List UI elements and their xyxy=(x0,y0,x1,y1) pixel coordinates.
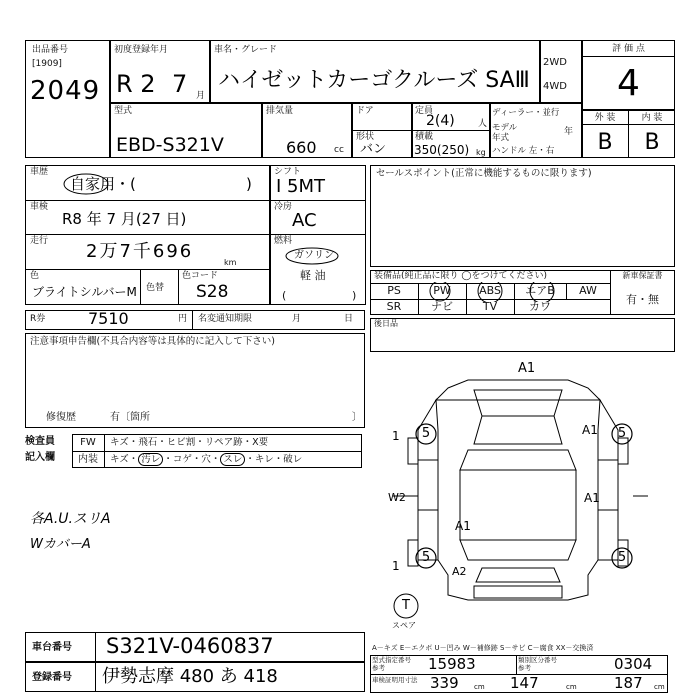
color-value: ブライトシルバーM xyxy=(32,285,137,299)
shift-line xyxy=(270,200,366,201)
color-code-value: S28 xyxy=(196,282,229,302)
width-value: 147 xyxy=(510,674,539,692)
frame-value: S321V-0460837 xyxy=(106,634,274,658)
equip-sr: SR xyxy=(386,300,402,313)
ac-label: 冷房 xyxy=(274,202,293,212)
mark-right-front-circle: 5 xyxy=(617,426,627,441)
color-label: 色 xyxy=(30,271,40,281)
seat-label: 定員 xyxy=(415,106,434,116)
inspection-line xyxy=(25,234,270,235)
handle-label: ハンドル 左・右 xyxy=(492,146,555,156)
drive-2wd: 2WD xyxy=(543,57,567,68)
int-score: B xyxy=(644,130,660,155)
door-label: ドア xyxy=(356,106,374,116)
seat-divider xyxy=(412,130,490,131)
color-tone-label: 色替 xyxy=(146,283,165,293)
name-label: 車名・グレード xyxy=(214,45,278,55)
mark-left-front-circle: 5 xyxy=(421,426,431,441)
tax-month: 月 xyxy=(292,314,302,324)
lot-label: 出品番号 xyxy=(32,45,69,55)
ref-label2: 参考 xyxy=(518,664,531,672)
inspector-label1: 検査員 xyxy=(25,436,55,447)
int-items-wear: スレ xyxy=(220,453,245,466)
disp-unit: cc xyxy=(334,145,344,155)
mark-left-front-num: 1 xyxy=(392,429,400,443)
equip-aw: AW xyxy=(579,284,597,297)
inspector-label2: 記入欄 xyxy=(25,452,55,463)
tax-label: 名変通知期限 xyxy=(198,314,253,324)
plate-value: 伊勢志摩 480 あ 418 xyxy=(102,666,278,687)
ac-value: AC xyxy=(292,210,317,231)
warranty-value: 有・無 xyxy=(626,293,659,306)
seat-value: 2(4) xyxy=(426,113,455,129)
inspector-mid xyxy=(72,451,362,452)
int-label-ins: 内装 xyxy=(78,454,98,465)
score-divider xyxy=(582,56,675,57)
reg-era: R 2 xyxy=(116,70,156,98)
int-items-c: ・キレ・破レ xyxy=(245,454,303,465)
dealer-label: ディーラー・並行 xyxy=(492,108,560,118)
notes-box xyxy=(25,333,365,428)
lot-number: 2049 xyxy=(30,76,101,106)
back-date-label: 後日品 xyxy=(374,319,398,328)
type-value: 15983 xyxy=(428,655,476,673)
spare-circle-text: T xyxy=(402,598,410,613)
model-label: 型式 xyxy=(114,106,133,116)
int-items-a: キズ・ xyxy=(110,454,139,465)
score-label: 評 価 点 xyxy=(612,44,645,54)
color-div1 xyxy=(140,269,141,305)
int-label: 内 装 xyxy=(641,113,663,123)
fuel-circled: ガソリン xyxy=(294,250,334,261)
history-close: ) xyxy=(246,175,252,193)
length-unit: cm xyxy=(474,683,485,691)
shape-value: バン xyxy=(360,142,387,157)
recycle-div xyxy=(192,310,193,330)
disp-label: 排気量 xyxy=(266,106,294,116)
warranty-label: 新車保証書 xyxy=(622,271,663,280)
int-items-b: ・コゲ・穴・ xyxy=(163,454,221,465)
equip-tv: TV xyxy=(482,300,498,313)
height-value: 187 xyxy=(614,674,643,692)
fuel-other: 軽 油 xyxy=(300,269,326,282)
mark-right-rear-circle: 5 xyxy=(617,550,627,565)
shift-value: I 5MT xyxy=(276,176,326,197)
history-line xyxy=(25,200,270,201)
equip-navi: ナビ xyxy=(431,300,453,313)
length-value: 339 xyxy=(430,674,459,692)
equip-airbag: エアB xyxy=(525,284,555,297)
frame-label: 車台番号 xyxy=(32,642,72,653)
sales-label: セールスポイント(正常に機能するものに限ります) xyxy=(376,168,592,179)
mark-right-side: A1 xyxy=(584,491,600,505)
year-unit: 年 xyxy=(564,127,574,137)
mileage-line xyxy=(25,269,270,270)
mark-left-rear-circle: 5 xyxy=(421,550,431,565)
score-value: 4 xyxy=(617,63,640,104)
car-diagram xyxy=(378,360,658,620)
damage-legend: A－キズ E－エクボ U－凹み W－補修跡 S－サビ C－腐食 XX－交換済 xyxy=(372,644,594,652)
equip-ps: PS xyxy=(387,284,401,297)
height-unit: cm xyxy=(654,683,665,691)
mileage-label: 走行 xyxy=(30,236,49,246)
door-divider xyxy=(352,130,412,131)
mark-left-rear-num: 1 xyxy=(392,559,400,573)
model-year-label2: 年式 xyxy=(492,133,510,143)
memo-line2: WカバーA xyxy=(30,537,91,552)
extint-hdivider xyxy=(582,124,675,125)
sales-box xyxy=(370,165,675,267)
mark-center: A1 xyxy=(455,519,471,533)
recycle-label: R券 xyxy=(30,314,46,324)
int-items-dirt: 汚レ xyxy=(138,453,163,466)
inspection-value: R8 年 7 月(27 日) xyxy=(62,210,187,228)
memo-line1: 各A.U.スリA xyxy=(30,511,111,527)
ref-label: 参考 xyxy=(372,664,385,672)
load-value: 350(250) xyxy=(414,143,470,157)
reg-month-suffix: 月 xyxy=(196,91,206,101)
spare-label: スペア xyxy=(392,621,416,630)
repair-label: 修復歴 xyxy=(46,412,76,423)
ext-score: B xyxy=(597,130,613,155)
recycle-box xyxy=(25,310,365,330)
fuel-label: 燃料 xyxy=(274,236,293,246)
equip-pw: PW xyxy=(433,284,451,297)
mileage-unit: km xyxy=(224,258,237,267)
repair-close: 〕 xyxy=(352,412,362,423)
equip-abs: ABS xyxy=(479,284,501,297)
load-unit: kg xyxy=(476,148,486,157)
history-value: 自家用・( xyxy=(70,175,136,193)
car-name: ハイゼットカーゴ xyxy=(218,68,393,93)
history-label: 車歴 xyxy=(30,167,49,177)
dim-label: 車検証明用寸法 xyxy=(372,676,418,684)
width-unit: cm xyxy=(566,683,577,691)
recycle-value: 7510 xyxy=(88,309,129,328)
model-value: EBD-S321V xyxy=(116,134,224,156)
ac-line xyxy=(270,234,366,235)
mark-rear: A2 xyxy=(452,565,467,578)
inspector-v xyxy=(104,434,105,468)
drive-box xyxy=(540,40,582,103)
repair-value: 有〔箇所 xyxy=(110,412,150,423)
equip-leather: カワ xyxy=(529,300,551,313)
shape-label: 形状 xyxy=(356,132,375,142)
fw-label: FW xyxy=(80,437,96,448)
int-items xyxy=(110,455,302,465)
class-value: 0304 xyxy=(614,655,653,673)
reg-month: 7 xyxy=(172,70,188,98)
fuel-paren-open: ( xyxy=(282,289,287,302)
car-grade: クルーズ SAⅢ xyxy=(392,68,530,93)
inspection-label: 車検 xyxy=(30,202,49,212)
mark-top: A1 xyxy=(518,361,536,376)
plate-label: 登録番号 xyxy=(32,672,72,683)
mark-left-side: W2 xyxy=(388,491,406,504)
mark-right-front-a: A1 xyxy=(582,423,598,437)
fw-items: キズ・飛石・ヒビ割・リペア跡・X要 xyxy=(110,437,269,448)
equip-marks-icon xyxy=(420,282,590,302)
specs-v xyxy=(516,655,517,674)
type-label: 型式指定番号 xyxy=(372,656,411,664)
model-year-label1: モデル xyxy=(492,123,518,133)
ext-label: 外 装 xyxy=(594,113,616,123)
disp-value: 660 xyxy=(286,138,317,157)
equipment-label: 装備品(純正品に限り ◯をつけてください) xyxy=(374,271,547,281)
seat-unit: 人 xyxy=(478,119,488,129)
mileage-value: 2万7千696 xyxy=(86,241,194,262)
recycle-unit: 円 xyxy=(178,314,188,324)
shift-label: シフト xyxy=(274,167,302,177)
tax-day: 日 xyxy=(344,314,354,324)
class-label: 類別区分番号 xyxy=(518,656,557,664)
back-date-box xyxy=(370,318,675,352)
load-label: 積載 xyxy=(415,132,434,142)
color-code-label: 色コード xyxy=(182,271,219,281)
notes-label: 注意事項申告欄(不具合内容等は具体的に記入して下さい) xyxy=(30,336,275,347)
drive-4wd: 4WD xyxy=(543,81,567,92)
color-div2 xyxy=(178,269,179,305)
lot-sub: [1909] xyxy=(32,59,62,69)
reg-label: 初度登録年月 xyxy=(114,45,169,55)
fuel-paren-close: ) xyxy=(352,289,357,302)
